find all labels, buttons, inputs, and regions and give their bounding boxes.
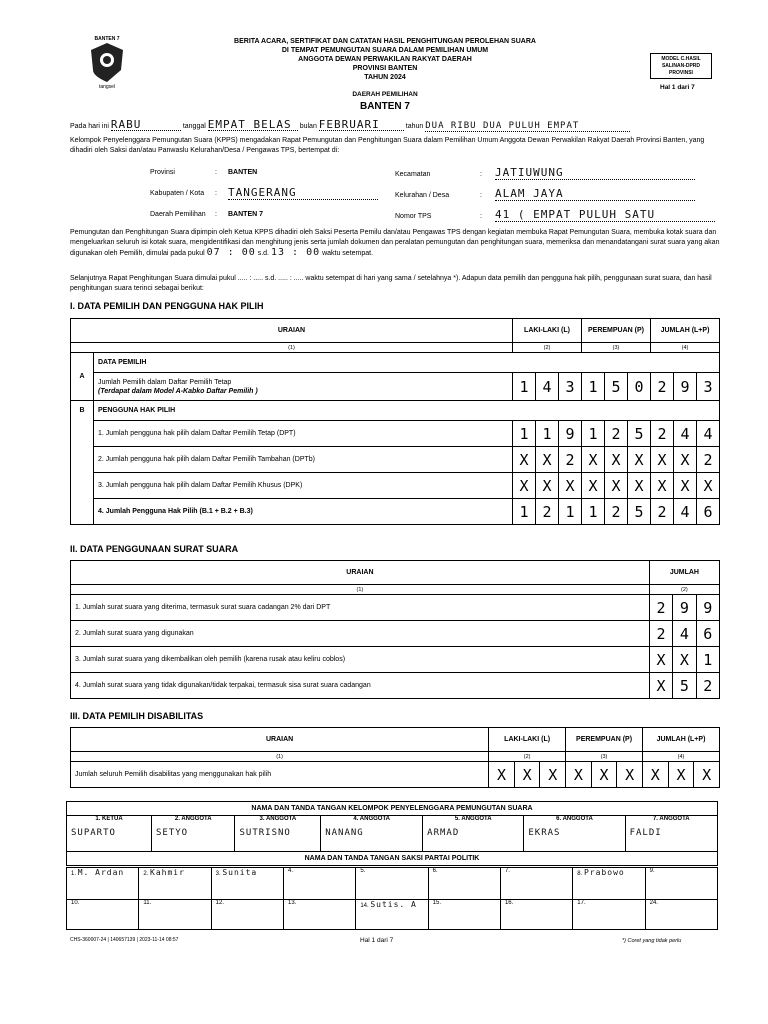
footer-page: Hal 1 dari 7 xyxy=(360,937,394,944)
row-label: 1. Jumlah surat suara yang diterima, termasuk surat suara cadangan 2% dari DPT xyxy=(71,595,650,621)
saksi-no: 2. xyxy=(143,871,149,877)
hari-value: RABU xyxy=(111,120,181,131)
title-line: PROVINSI BANTEN xyxy=(352,65,418,72)
col-uraian: URAIAN xyxy=(71,319,513,343)
saksi-signature: Sunita xyxy=(222,868,258,877)
digit-cell: 1 xyxy=(696,647,719,673)
digit-cell: X xyxy=(643,762,669,788)
digit-cell: 4 xyxy=(673,621,696,647)
digit-cell: 4 xyxy=(536,373,559,401)
signature-table xyxy=(66,801,718,866)
digit-cell: X xyxy=(651,447,674,473)
row-label: 3. Jumlah pengguna hak pilih dalam Daftar Pemilih Khusus (DPK) xyxy=(94,473,513,499)
digit-cell: 1 xyxy=(513,373,536,401)
saksi-no: 3. xyxy=(215,871,221,877)
digit-cell: 2 xyxy=(649,595,672,621)
footer-code: CHS-360007-24 | 140657139 | 2023-11-14 08:57 xyxy=(70,937,179,943)
digit-cell: 4 xyxy=(674,421,697,447)
digit-cell: X xyxy=(649,647,672,673)
row-label: 3. Jumlah surat suara yang dikembalikan oleh pemilih (karena rusak atau keliru coblos) xyxy=(71,647,650,673)
document-title xyxy=(150,37,620,82)
digit-cell: X xyxy=(514,762,540,788)
digit-cell: X xyxy=(628,447,651,473)
kecamatan-value: JATIUWUNG xyxy=(495,166,695,180)
kabupaten-value: TANGERANG xyxy=(228,186,378,200)
saksi-title: NAMA DAN TANDA TANGAN SAKSI PARTAI POLITIK xyxy=(67,852,718,866)
digit-cell: X xyxy=(513,447,536,473)
digit-cell: 2 xyxy=(696,673,719,699)
digit-cell: X xyxy=(694,762,720,788)
kpps-role: 7. ANGGOTA xyxy=(652,816,690,822)
digit-cell: 1 xyxy=(582,421,605,447)
saksi-signature: Prabowo xyxy=(583,868,625,877)
kpps-signature: FALDI xyxy=(629,828,662,838)
kpps-signature: SUPARTO xyxy=(71,828,116,838)
model-line: SALINAN-DPRD xyxy=(661,63,701,69)
digit-cell: 3 xyxy=(697,373,720,401)
col-num: (4) xyxy=(643,752,720,762)
digit-cell: X xyxy=(536,447,559,473)
kabupaten-label: Kabupaten / Kota xyxy=(150,190,205,197)
region-label: DAERAH PEMILIHAN xyxy=(352,91,418,98)
col-num: (2) xyxy=(489,752,566,762)
digit-cell: 5 xyxy=(628,421,651,447)
saksi-table xyxy=(66,867,718,930)
digit-cell: X xyxy=(617,762,643,788)
digit-cell: 2 xyxy=(536,499,559,525)
saksi-no: 1. xyxy=(71,871,77,877)
model-line: PROVINSI xyxy=(669,70,693,76)
body-text: Pemungutan dan Penghitungan Suara dipimpin oleh Ketua KPPS dihadiri oleh Saksi Peserta Pemilu dan/atau Pengawas TPS dengan kegiatan membuka Rapat Pemungutan Suara, membuka kotak suara dan mengeluarkan seluruh isi kotak suara, mengidentifikasi dan menghitung jenis serta jumlah dokumen dan peralatan pemungutan dan penghitungan suara, memeriksa dan menandatangani surat suara yang akan digunakan oleh Pemilih, dimulai pada pukul xyxy=(70,229,720,257)
digit-cell: X xyxy=(649,673,672,699)
digit-cell: 0 xyxy=(628,373,651,401)
section2-title: II. DATA PENGGUNAAN SURAT SUARA xyxy=(70,544,239,554)
body-paragraph-1 xyxy=(70,228,720,259)
body-paragraph-2: Selanjutnya Rapat Penghitungan Suara dimulai pukul ..... : ..... s.d. ..... : ..... waktu setempat di hari yang sama / setelahnya *). Adapun data pemilih dan pengguna hak pilih, penggunaan surat suara, dan hasil penghitungan suara terinci sebagai berikut: xyxy=(70,275,712,292)
kpps-signature: EKRAS xyxy=(528,828,561,838)
saksi-signature: M. Ardan xyxy=(77,868,125,877)
col-uraian: URAIAN xyxy=(71,728,489,752)
digit-cell: 2 xyxy=(651,421,674,447)
digit-cell: 2 xyxy=(651,499,674,525)
digit-cell: 9 xyxy=(696,595,719,621)
digit-cell: X xyxy=(673,647,696,673)
tanggal-label: tanggal xyxy=(182,123,206,130)
digit-cell: X xyxy=(651,473,674,499)
row-group-title: DATA PEMILIH xyxy=(94,353,720,373)
table-row xyxy=(71,595,720,621)
digit-cell: 4 xyxy=(674,499,697,525)
saksi-no: 17. xyxy=(577,900,586,906)
table-row xyxy=(71,673,720,699)
model-box xyxy=(650,53,712,79)
intro-text: Kelompok Penyelenggara Pemungutan Suara (KPPS) mengadakan Rapat Pemungutan dan Penghitungan Suara dalam Pemilihan Umum Anggota Dewan Perwakilan Rakyat Daerah Provinsi Banten, yang dihadiri oleh Saksi dan/atau Panwaslu Kelurahan/Desa / Pengawas TPS, bertempat di: xyxy=(70,137,705,154)
digit-cell: X xyxy=(582,447,605,473)
row-code: B xyxy=(71,401,94,525)
digit-cell: X xyxy=(674,473,697,499)
tahun-label: tahun xyxy=(405,123,424,130)
row-label: Jumlah Pemilih dalam Daftar Pemilih Tetap xyxy=(98,378,232,386)
digit-cell: 9 xyxy=(674,373,697,401)
saksi-no: 13. xyxy=(287,900,297,906)
col-num: (1) xyxy=(71,752,489,762)
page-label: Hal 1 dari 7 xyxy=(660,84,695,91)
table-row xyxy=(71,473,720,499)
table-row xyxy=(71,621,720,647)
digit-cell: 5 xyxy=(673,673,696,699)
saksi-no: 14. xyxy=(360,903,369,909)
saksi-no: 10. xyxy=(71,900,80,906)
row-label: 1. Jumlah pengguna hak pilih dalam Daftar Pemilih Tetap (DPT) xyxy=(94,421,513,447)
digit-cell: X xyxy=(513,473,536,499)
col-perempuan: PEREMPUAN (P) xyxy=(566,728,643,752)
saksi-no: 7. xyxy=(504,868,510,874)
title-line: ANGGOTA DEWAN PERWAKILAN RAKYAT DAERAH xyxy=(298,56,472,63)
saksi-no: 6. xyxy=(432,868,438,874)
col-jumlah: JUMLAH xyxy=(649,561,719,585)
kpps-role: 1. KETUA xyxy=(95,816,123,822)
digit-cell: 2 xyxy=(605,421,628,447)
digit-cell: 2 xyxy=(697,447,720,473)
kpu-logo xyxy=(88,36,126,90)
tps-label: Nomor TPS xyxy=(395,213,432,220)
table-row xyxy=(71,499,720,525)
kpps-signature: SETYO xyxy=(155,828,189,838)
model-line: MODEL C.HASIL xyxy=(661,56,701,62)
section3-table xyxy=(70,727,720,788)
row-group-title: PENGGUNA HAK PILIH xyxy=(94,401,720,421)
dapil-value: BANTEN 7 xyxy=(228,211,264,218)
saksi-signature: Kahmir xyxy=(150,868,185,877)
col-num: (2) xyxy=(649,585,719,595)
digit-cell: X xyxy=(540,762,566,788)
saksi-no: 5. xyxy=(360,868,366,874)
digit-cell: X xyxy=(628,473,651,499)
time-start: 07 : 00 xyxy=(206,247,256,258)
col-num: (4) xyxy=(651,343,720,353)
col-num: (2) xyxy=(513,343,582,353)
kpps-role: 6. ANGGOTA xyxy=(556,816,593,822)
digit-cell: X xyxy=(605,473,628,499)
row-code: A xyxy=(71,353,94,401)
saksi-no: 24. xyxy=(649,900,658,906)
col-uraian: URAIAN xyxy=(71,561,650,585)
saksi-no: 11. xyxy=(143,900,152,906)
provinsi-label: Provinsi xyxy=(150,169,175,176)
kpu-seal-icon xyxy=(88,40,126,84)
col-num: (3) xyxy=(582,343,651,353)
logo-top-text: BANTEN 7 xyxy=(94,36,120,42)
row-label: 4. Jumlah Pengguna Hak Pilih (B.1 + B.2 + B.3) xyxy=(94,499,513,525)
dapil-label: Daerah Pemilihan xyxy=(150,211,206,218)
digit-cell: X xyxy=(536,473,559,499)
digit-cell: X xyxy=(668,762,694,788)
kpps-role: 5. ANGGOTA xyxy=(454,816,492,822)
digit-cell: 2 xyxy=(649,621,672,647)
bulan-label: bulan xyxy=(299,123,317,130)
digit-cell: 4 xyxy=(697,421,720,447)
row-label: 2. Jumlah pengguna hak pilih dalam Daftar Pemilih Tambahan (DPTb) xyxy=(94,447,513,473)
digit-cell: 2 xyxy=(651,373,674,401)
table-row xyxy=(71,447,720,473)
saksi-no: 15. xyxy=(432,900,441,906)
footer-note: *) Coret yang tidak perlu xyxy=(622,938,682,944)
digit-cell: 9 xyxy=(559,421,582,447)
saksi-no: 8. xyxy=(577,871,583,877)
row-sublabel: (Terdapat dalam Model A-Kabko Daftar Pemilih ) xyxy=(98,387,258,395)
col-jumlah: JUMLAH (L+P) xyxy=(643,728,720,752)
digit-cell: 5 xyxy=(605,373,628,401)
row-label: 4. Jumlah surat suara yang tidak digunakan/tidak terpakai, termasuk sisa surat suara cadangan xyxy=(71,673,650,699)
digit-cell: 6 xyxy=(696,621,719,647)
saksi-signature: Sutis. A xyxy=(370,900,417,909)
col-num: (1) xyxy=(71,343,513,353)
col-laki: LAKI-LAKI (L) xyxy=(489,728,566,752)
time-end: 13 : 00 xyxy=(270,247,321,258)
kpps-role: 3. ANGGOTA xyxy=(259,816,297,822)
digit-cell: 1 xyxy=(513,421,536,447)
sd-label: s.d. xyxy=(257,250,270,257)
digit-cell: 1 xyxy=(536,421,559,447)
title-line: TAHUN 2024 xyxy=(364,74,406,81)
kecamatan-label: Kecamatan xyxy=(395,171,431,178)
saksi-no: 9. xyxy=(649,868,655,874)
digit-cell: 3 xyxy=(559,373,582,401)
kpps-title: NAMA DAN TANDA TANGAN KELOMPOK PENYELENGGARA PEMUNGUTAN SUARA xyxy=(67,802,718,816)
kelurahan-label: Kelurahan / Desa xyxy=(395,192,450,199)
digit-cell: X xyxy=(566,762,592,788)
row-label: 2. Jumlah surat suara yang digunakan xyxy=(71,621,650,647)
digit-cell: X xyxy=(489,762,515,788)
kpps-role: 4. ANGGOTA xyxy=(353,816,391,822)
table-row xyxy=(71,421,720,447)
kpps-role: 2. ANGGOTA xyxy=(174,816,212,822)
digit-cell: X xyxy=(674,447,697,473)
digit-cell: X xyxy=(582,473,605,499)
digit-cell: X xyxy=(559,473,582,499)
saksi-no: 16. xyxy=(504,900,514,906)
digit-cell: 2 xyxy=(605,499,628,525)
digit-cell: X xyxy=(605,447,628,473)
provinsi-value: BANTEN xyxy=(228,169,258,176)
kpps-signature: NANANG xyxy=(325,828,364,838)
tanggal-value: EMPAT BELAS xyxy=(208,120,298,131)
section1-table xyxy=(70,318,720,525)
digit-cell: 9 xyxy=(673,595,696,621)
digit-cell: 5 xyxy=(628,499,651,525)
digit-cell: 1 xyxy=(582,499,605,525)
kelurahan-value: ALAM JAYA xyxy=(495,187,695,201)
intro-label: Pada hari ini xyxy=(70,123,109,130)
kpps-signature: SUTRISNO xyxy=(239,828,291,838)
saksi-no: 4. xyxy=(287,868,293,874)
table-row xyxy=(71,762,720,788)
logo-bottom-text: tangsel xyxy=(98,84,116,90)
intro-line xyxy=(70,120,720,132)
digit-cell: 1 xyxy=(582,373,605,401)
col-jumlah: JUMLAH (L+P) xyxy=(651,319,720,343)
kpps-signature: ARMAD xyxy=(427,828,460,838)
col-num: (3) xyxy=(566,752,643,762)
section3-title: III. DATA PEMILIH DISABILITAS xyxy=(70,711,204,721)
digit-cell: 6 xyxy=(697,499,720,525)
col-laki: LAKI-LAKI (L) xyxy=(513,319,582,343)
table-row xyxy=(71,647,720,673)
body-text-end: waktu setempat. xyxy=(322,250,374,257)
col-num: (1) xyxy=(71,585,650,595)
digit-cell: X xyxy=(591,762,617,788)
title-line: DI TEMPAT PEMUNGUTAN SUARA DALAM PEMILIHAN UMUM xyxy=(281,47,489,54)
digit-cell: 1 xyxy=(513,499,536,525)
digit-cell: 1 xyxy=(559,499,582,525)
region-value: BANTEN 7 xyxy=(359,101,410,112)
digit-cell: 2 xyxy=(559,447,582,473)
digit-cell: X xyxy=(697,473,720,499)
row-label: Jumlah seluruh Pemilih disabilitas yang menggunakan hak pilih xyxy=(71,762,489,788)
section2-table xyxy=(70,560,720,699)
section1-title: I. DATA PEMILIH DAN PENGGUNA HAK PILIH xyxy=(70,301,264,311)
title-line: BERITA ACARA, SERTIFIKAT DAN CATATAN HASIL PENGHITUNGAN PEROLEHAN SUARA xyxy=(234,38,536,45)
tps-value: 41 ( EMPAT PULUH SATU xyxy=(495,208,715,222)
table-row xyxy=(71,373,720,401)
tahun-value: DUA RIBU DUA PULUH EMPAT xyxy=(425,121,630,132)
saksi-no: 12. xyxy=(215,900,224,906)
col-perempuan: PEREMPUAN (P) xyxy=(582,319,651,343)
bulan-value: FEBRUARI xyxy=(319,120,404,131)
